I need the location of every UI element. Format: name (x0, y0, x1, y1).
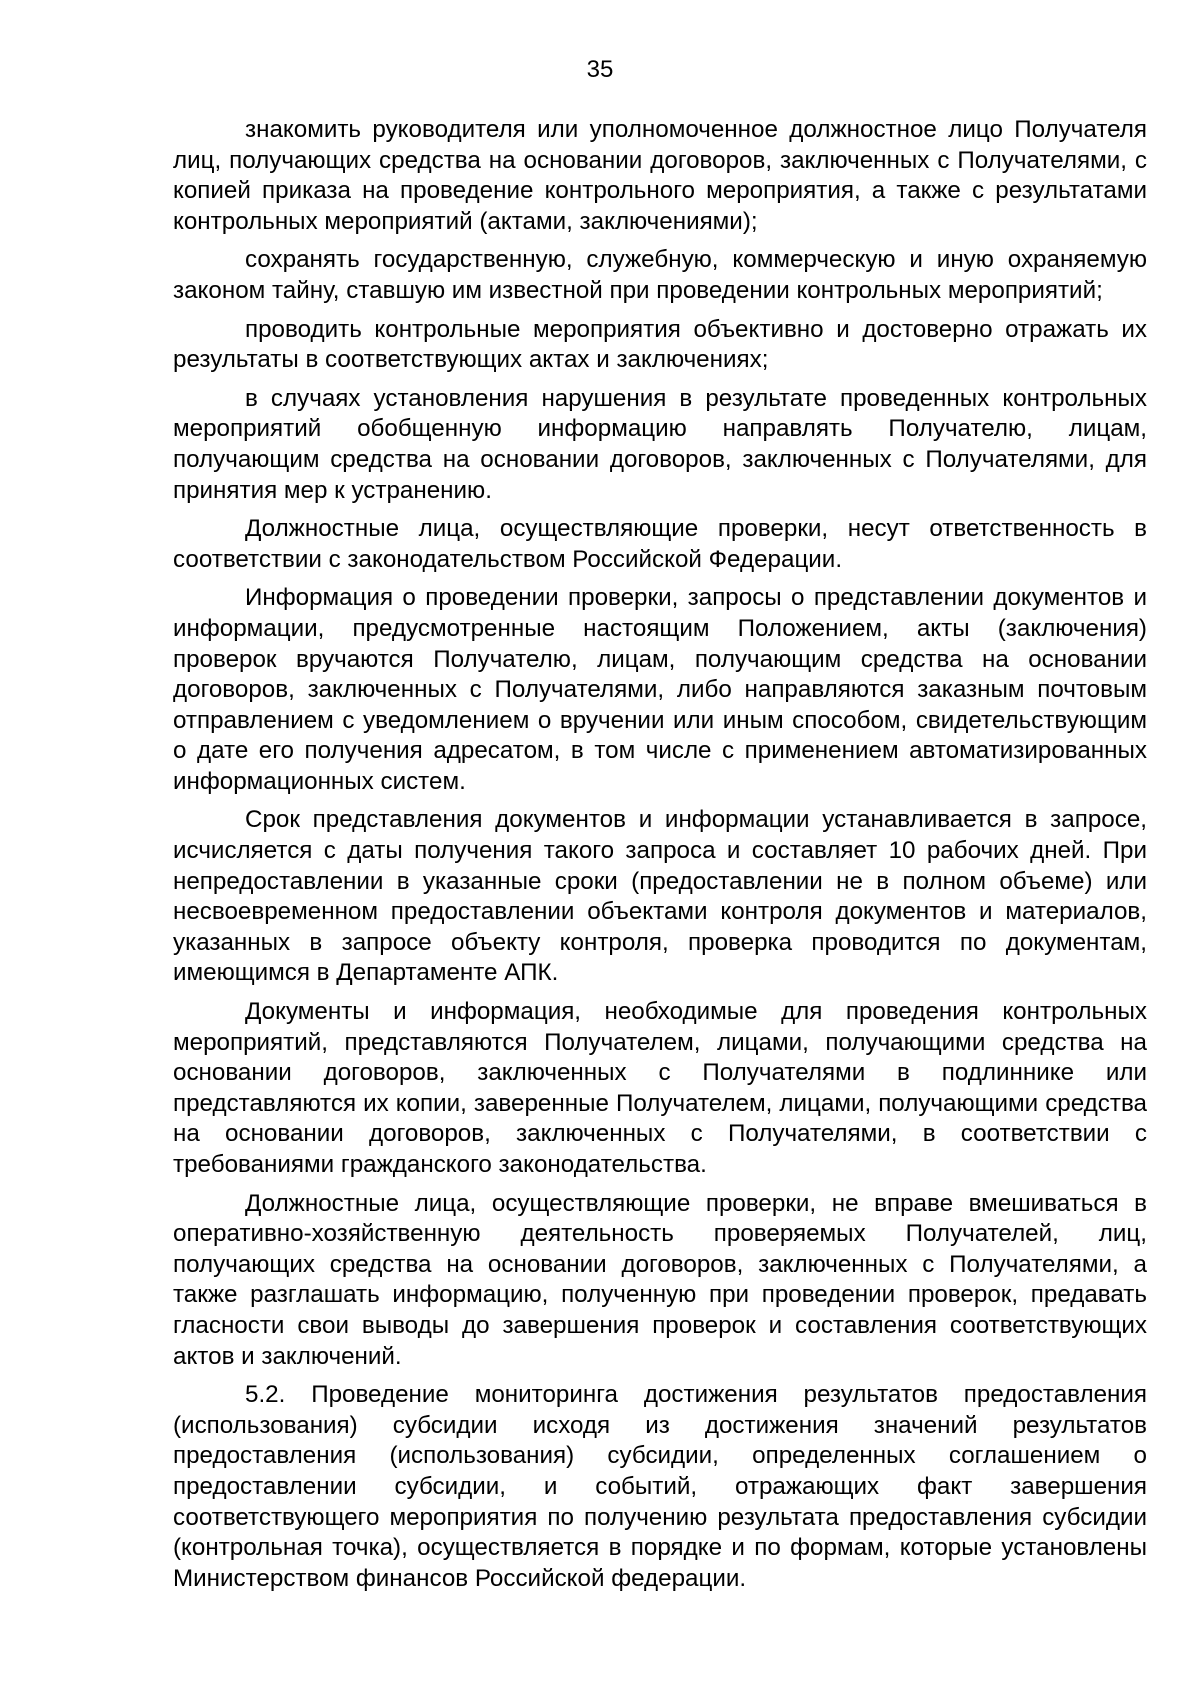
paragraph: 5.2. Проведение мониторинга достижения результатов предоставления (использования) субсидии исходя из достижения значений результатов предоставления (использования) субсидии, определенных соглашением о предоставлении субсидии, и событий, отражающих факт завершения соответствующего мероприятия по получению результата предоставления субсидии (контрольная точка), осуществляется в порядке и по формам, которые установлены Министерством финансов Российской федерации. (173, 1381, 1147, 1592)
paragraph: Должностные лица, осуществляющие проверки, не вправе вмешиваться в оперативно-хозяйственную деятельность проверяемых Получателей, лиц, получающих средства на основании договоров, заключенных с Получателями, а также разглашать информацию, полученную при проведении проверок, предавать гласности свои выводы до завершения проверок и составления соответствующих актов и заключений. (173, 1189, 1147, 1370)
paragraph: Информация о проведении проверки, запросы о представлении документов и информации, предусмотренные настоящим Положением, акты (заключения) проверок вручаются Получателю, лицам, получающим средства на основании договоров, заключенных с Получателями, либо направляются заказным почтовым отправлением с уведомлением о вручении или иным способом, свидетельствующим о дате его получения адресатом, в том числе с применением автоматизированных информационных систем. (173, 584, 1147, 795)
document-body (173, 115, 1147, 1602)
page-number: 35 (586, 56, 614, 83)
paragraph: Должностные лица, осуществляющие проверки, несут ответственность в соответствии с законодательством Российской Федерации. (173, 515, 1147, 573)
paragraph: Документы и информация, необходимые для проведения контрольных мероприятий, представляются Получателем, лицами, получающими средства на основании договоров, заключенных с Получателями в подлиннике или представляются их копии, заверенные Получателем, лицами, получающими средства на основании договоров, заключенных с Получателями, в соответствии с требованиями гражданского законодательства. (173, 998, 1147, 1178)
paragraph: сохранять государственную, служебную, коммерческую и иную охраняемую законом тайну, ставшую им известной при проведении контрольных мероприятий; (173, 246, 1147, 304)
paragraph: проводить контрольные мероприятия объективно и достоверно отражать их результаты в соответствующих актах и заключениях; (173, 315, 1147, 374)
paragraph: в случаях установления нарушения в результате проведенных контрольных мероприятий обобщенную информацию направлять Получателю, лицам, получающим средства на основании договоров, заключенных с Получателями, для принятия мер к устранению. (173, 384, 1147, 504)
paragraph: Срок представления документов и информации устанавливается в запросе, исчисляется с даты получения такого запроса и составляет 10 рабочих дней. При непредоставлении в указанные сроки (предоставлении не в полном объеме) или несвоевременном предоставлении объектами контроля документов и материалов, указанных в запросе объекту контроля, проверка проводится по документам, имеющимся в Департаменте АПК. (173, 806, 1147, 987)
paragraph: знакомить руководителя или уполномоченное должностное лицо Получателя лиц, получающих средства на основании договоров, заключенных с Получателями, с копией приказа на проведение контрольного мероприятия, а также с результатами контрольных мероприятий (актами, заключениями); (173, 116, 1147, 235)
